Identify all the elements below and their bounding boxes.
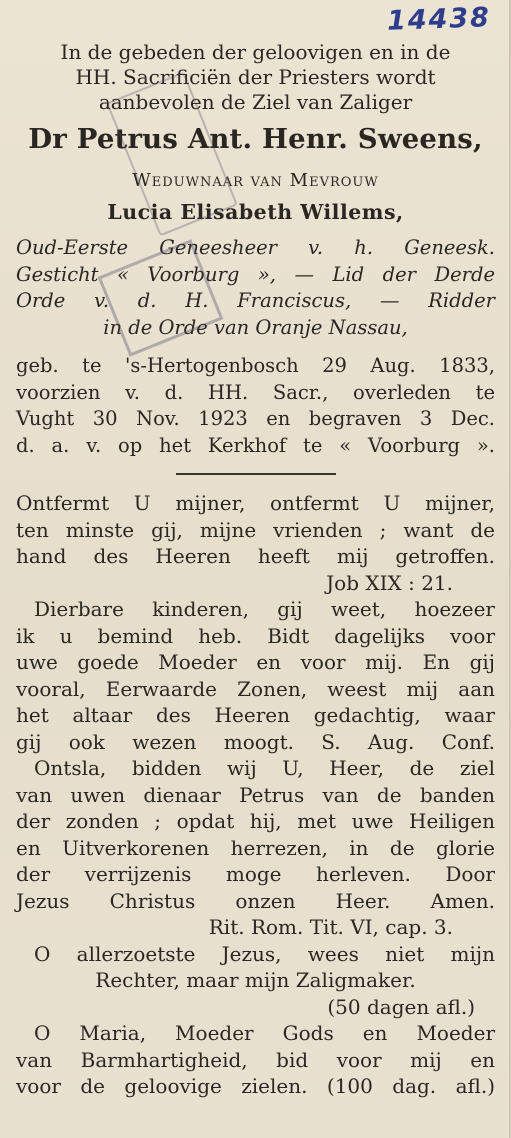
title-line: Oud-Eerste Geneesheer v. h. Geneesk. <box>16 236 495 259</box>
ejaculation-line: O Maria, Moeder Gods en Moeder <box>34 1021 495 1045</box>
wife-name: Lucia Elisabeth Willems, <box>107 200 404 224</box>
divider <box>176 473 336 475</box>
quote-line: ik u bemind heb. Bidt dagelijks voor <box>16 623 495 648</box>
quote-line: gij ook wezen moogt. S. Aug. Conf. <box>16 729 495 754</box>
intro-line: HH. Sacrificiën der Priesters wordt <box>75 65 436 89</box>
title-line: Orde v. d. H. Franciscus, — Ridder <box>16 289 495 312</box>
handwritten-number: 14438 <box>386 2 492 37</box>
prayer-line: der verrijzenis moge herleven. Door <box>16 862 495 886</box>
indulgence-note: (50 dagen afl.) <box>327 994 475 1019</box>
intro-line: aanbevolen de Ziel van Zaliger <box>98 90 413 114</box>
prayer-line: der zonden ; opdat hij, met uwe Heiligen <box>16 809 495 833</box>
intro-line: In de gebeden der geloovigen en in de <box>60 40 451 64</box>
ejaculation-line: voor de geloovige zielen. (100 dag. afl.) <box>16 1074 495 1098</box>
widower-of: Weduwnaar van Mevrouw <box>132 170 379 191</box>
quote-line: het altaar des Heeren gedachtig, waar <box>16 703 495 727</box>
titles-block <box>16 235 495 341</box>
ejaculation-line: Rechter, maar mijn Zaligmaker. <box>95 968 416 992</box>
prayer-line: Ontsla, bidden wij U, Heer, de ziel <box>34 756 495 780</box>
quote-reference: Job XIX : 21. <box>326 570 453 595</box>
quote-line: Dierbare kinderen, gij weet, hoezeer <box>34 597 495 621</box>
title-line: in de Orde van Oranje Nassau, <box>103 315 408 339</box>
quote-line: uwe goede Moeder en voor mij. En gij <box>16 650 495 674</box>
prayer-line: van uwen dienaar Petrus van de banden <box>16 782 495 807</box>
date-line: d. a. v. op het Kerkhof te « Voorburg ». <box>16 433 495 457</box>
prayer-reference: Rit. Rom. Tit. VI, cap. 3. <box>208 915 453 939</box>
quote-line: vooral, Eerwaarde Zonen, weest mij aan <box>16 676 495 701</box>
quote-augustine <box>16 596 495 755</box>
prayer-line: en Uitverkorenen herrezen, in de glorie <box>16 835 495 860</box>
ejaculation-maria <box>16 1020 495 1100</box>
prayer-line: Jezus Christus onzen Heer. Amen. <box>16 888 495 913</box>
prayer <box>16 755 495 941</box>
quote-line: ten minste gij, mijne vrienden ; want de <box>16 517 495 542</box>
dates-block <box>16 353 495 459</box>
ejaculation-jesus <box>16 941 495 1021</box>
date-line: Vught 30 Nov. 1923 en begraven 3 Dec. <box>16 407 495 430</box>
date-line: geb. te 's-Hertogenbosch 29 Aug. 1833, <box>16 354 495 377</box>
quote-job <box>16 490 495 596</box>
ejaculation-line: O allerzoetste Jezus, wees niet mijn <box>34 941 495 966</box>
quote-line: Ontfermt U mijner, ontfermt U mijner, <box>16 491 495 515</box>
deceased-name: Dr Petrus Ant. Henr. Sweens, <box>28 123 483 155</box>
date-line: voorzien v. d. HH. Sacr., overleden te <box>16 380 495 404</box>
quote-line: hand des Heeren heeft mij getroffen. <box>16 544 495 568</box>
title-line: Gesticht « Voorburg », — Lid der Derde <box>16 262 495 286</box>
ejaculation-line: van Barmhartigheid, bid voor mij en <box>16 1047 495 1072</box>
